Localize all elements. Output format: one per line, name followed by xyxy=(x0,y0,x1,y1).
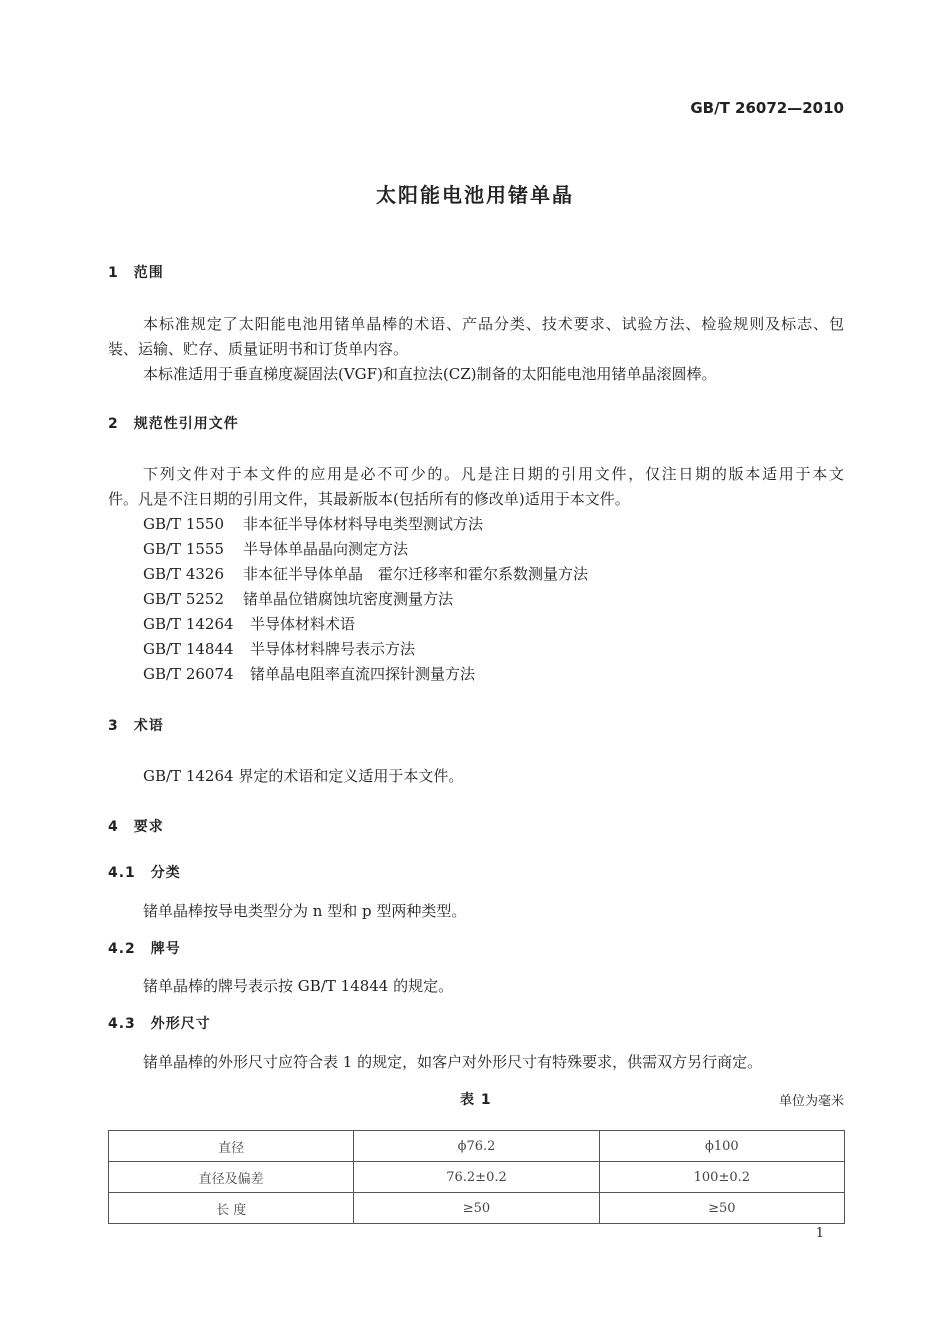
table-row xyxy=(109,1162,845,1193)
reference-item xyxy=(143,589,453,609)
reference-title: 锗单晶电阻率直流四探针测量方法 xyxy=(250,665,476,683)
reference-title: 非本征半导体单晶 霍尔迁移率和霍尔系数测量方法 xyxy=(243,565,589,583)
page-title: 太阳能电池用锗单晶 xyxy=(376,183,574,207)
section-1-heading: 1 范围 xyxy=(108,265,164,281)
table-cell: 100±0.2 xyxy=(599,1162,844,1193)
reference-title: 非本征半导体材料导电类型测试方法 xyxy=(243,515,484,533)
standard-number: GB/T 26072—2010 xyxy=(690,99,844,117)
table-row xyxy=(109,1193,845,1224)
table-cell: ϕ76.2 xyxy=(354,1131,599,1162)
reference-item xyxy=(143,639,415,659)
section-4-2-heading: 4.2 牌号 xyxy=(108,941,181,957)
paragraph: 锗单晶棒按导电类型分为 n 型和 p 型两种类型。 xyxy=(143,902,467,920)
table-row xyxy=(109,1131,845,1162)
table-cell: 直径 xyxy=(109,1131,354,1162)
paragraph: 锗单晶棒的外形尺寸应符合表 1 的规定，如客户对外形尺寸有特殊要求，供需双方另行商定。 xyxy=(143,1053,763,1071)
reference-code: GB/T 14264 xyxy=(143,615,234,633)
paragraph-line: 本标准适用于垂直梯度凝固法(VGF)和直拉法(CZ)制备的太阳能电池用锗单晶滚圆棒。 xyxy=(143,365,717,383)
reference-code: GB/T 14844 xyxy=(143,640,234,658)
reference-code: GB/T 4326 xyxy=(143,565,225,583)
reference-item xyxy=(143,614,355,634)
table-cell: 长 度 xyxy=(109,1193,354,1224)
section-4-3-heading: 4.3 外形尺寸 xyxy=(108,1016,211,1032)
table-caption: 表 1 xyxy=(460,1092,492,1108)
reference-title: 半导体材料牌号表示方法 xyxy=(250,640,416,658)
page-number: 1 xyxy=(815,1226,824,1241)
reference-code: GB/T 5252 xyxy=(143,590,225,608)
table-cell: ≥50 xyxy=(599,1193,844,1224)
reference-code: GB/T 1550 xyxy=(143,515,225,533)
reference-title: 半导体材料术语 xyxy=(250,615,356,633)
section-4-1-heading: 4.1 分类 xyxy=(108,865,181,881)
paragraph-line: 装、运输、贮存、质量证明书和订货单内容。 xyxy=(108,340,409,358)
paragraph: GB/T 14264 界定的术语和定义适用于本文件。 xyxy=(143,767,464,785)
table-cell: 76.2±0.2 xyxy=(354,1162,599,1193)
paragraph-line: 下列文件对于本文件的应用是必不可少的。凡是注日期的引用文件，仅注日期的版本适用于本文 xyxy=(143,465,844,483)
reference-item xyxy=(143,664,475,684)
reference-title: 锗单晶位错腐蚀坑密度测量方法 xyxy=(243,590,454,608)
reference-title: 半导体单晶晶向测定方法 xyxy=(243,540,409,558)
reference-item xyxy=(143,514,483,534)
table-cell: ϕ100 xyxy=(599,1131,844,1162)
paragraph: 锗单晶棒的牌号表示按 GB/T 14844 的规定。 xyxy=(143,977,454,995)
reference-item xyxy=(143,539,408,559)
reference-item xyxy=(143,564,588,584)
reference-code: GB/T 26074 xyxy=(143,665,234,683)
table-unit: 单位为毫米 xyxy=(778,1094,844,1109)
dimension-table xyxy=(108,1130,845,1224)
table-cell: ≥50 xyxy=(354,1193,599,1224)
table-cell: 直径及偏差 xyxy=(109,1162,354,1193)
section-4-heading: 4 要求 xyxy=(108,819,164,835)
paragraph-line: 件。凡是不注日期的引用文件，其最新版本(包括所有的修改单)适用于本文件。 xyxy=(108,490,630,508)
section-2-heading: 2 规范性引用文件 xyxy=(108,416,239,432)
section-3-heading: 3 术语 xyxy=(108,718,164,734)
paragraph-line: 本标准规定了太阳能电池用锗单晶棒的术语、产品分类、技术要求、试验方法、检验规则及标志、包 xyxy=(143,315,844,333)
reference-code: GB/T 1555 xyxy=(143,540,225,558)
